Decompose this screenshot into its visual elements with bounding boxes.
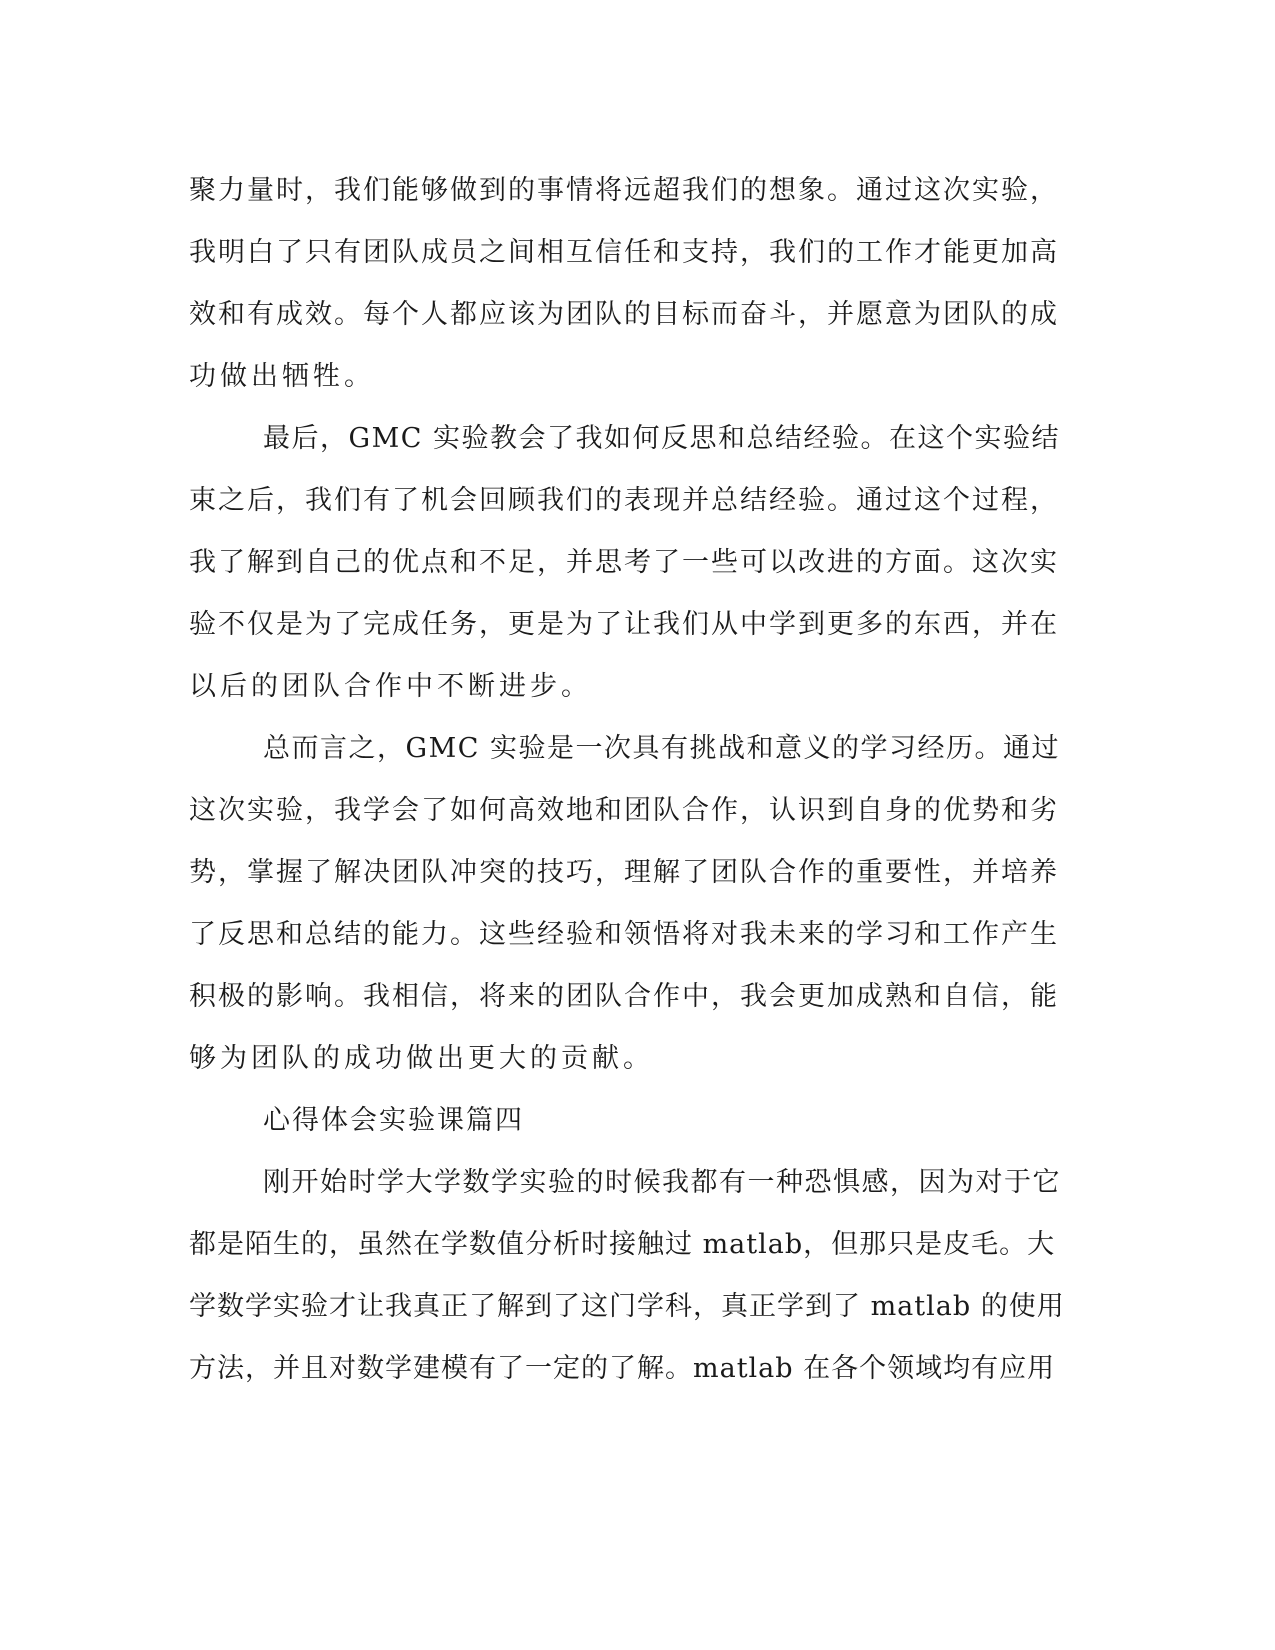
text-line: 聚力量时，我们能够做到的事情将远超我们的想象。通过这次实验， — [189, 175, 1059, 206]
paragraph-start-line: 刚开始时学大学数学实验的时候我都有一种恐惧感，因为对于它 — [263, 1167, 1061, 1198]
text-line: 方法，并且对数学建模有了一定的了解。matlab 在各个领域均有应用 — [189, 1353, 1056, 1384]
text-line: 这次实验，我学会了如何高效地和团队合作，认识到自身的优势和劣 — [189, 795, 1059, 826]
text-line: 我明白了只有团队成员之间相互信任和支持，我们的工作才能更加高 — [189, 237, 1059, 268]
text-line: 够为团队的成功做出更大的贡献。 — [189, 1043, 654, 1074]
text-line: 以后的团队合作中不断进步。 — [189, 671, 592, 702]
text-line: 功做出牺牲。 — [189, 361, 375, 392]
paragraph-start-line: 总而言之，GMC 实验是一次具有挑战和意义的学习经历。通过 — [263, 733, 1060, 764]
section-heading: 心得体会实验课篇四 — [263, 1105, 524, 1136]
text-line: 效和有成效。每个人都应该为团队的目标而奋斗，并愿意为团队的成 — [189, 299, 1059, 330]
text-line: 束之后，我们有了机会回顾我们的表现并总结经验。通过这个过程， — [189, 485, 1059, 516]
text-line: 势，掌握了解决团队冲突的技巧，理解了团队合作的重要性，并培养 — [189, 857, 1059, 888]
text-line: 验不仅是为了完成任务，更是为了让我们从中学到更多的东西，并在 — [189, 609, 1059, 640]
text-line: 积极的影响。我相信，将来的团队合作中，我会更加成熟和自信，能 — [189, 981, 1059, 1012]
paragraph-start-line: 最后，GMC 实验教会了我如何反思和总结经验。在这个实验结 — [263, 423, 1060, 454]
text-line: 了反思和总结的能力。这些经验和领悟将对我未来的学习和工作产生 — [189, 919, 1059, 950]
text-line: 学数学实验才让我真正了解到了这门学科，真正学到了 matlab 的使用 — [189, 1291, 1065, 1322]
text-line: 都是陌生的，虽然在学数值分析时接触过 matlab，但那只是皮毛。大 — [189, 1229, 1056, 1260]
text-line: 我了解到自己的优点和不足，并思考了一些可以改进的方面。这次实 — [189, 547, 1059, 578]
body-text — [189, 160, 1069, 1400]
